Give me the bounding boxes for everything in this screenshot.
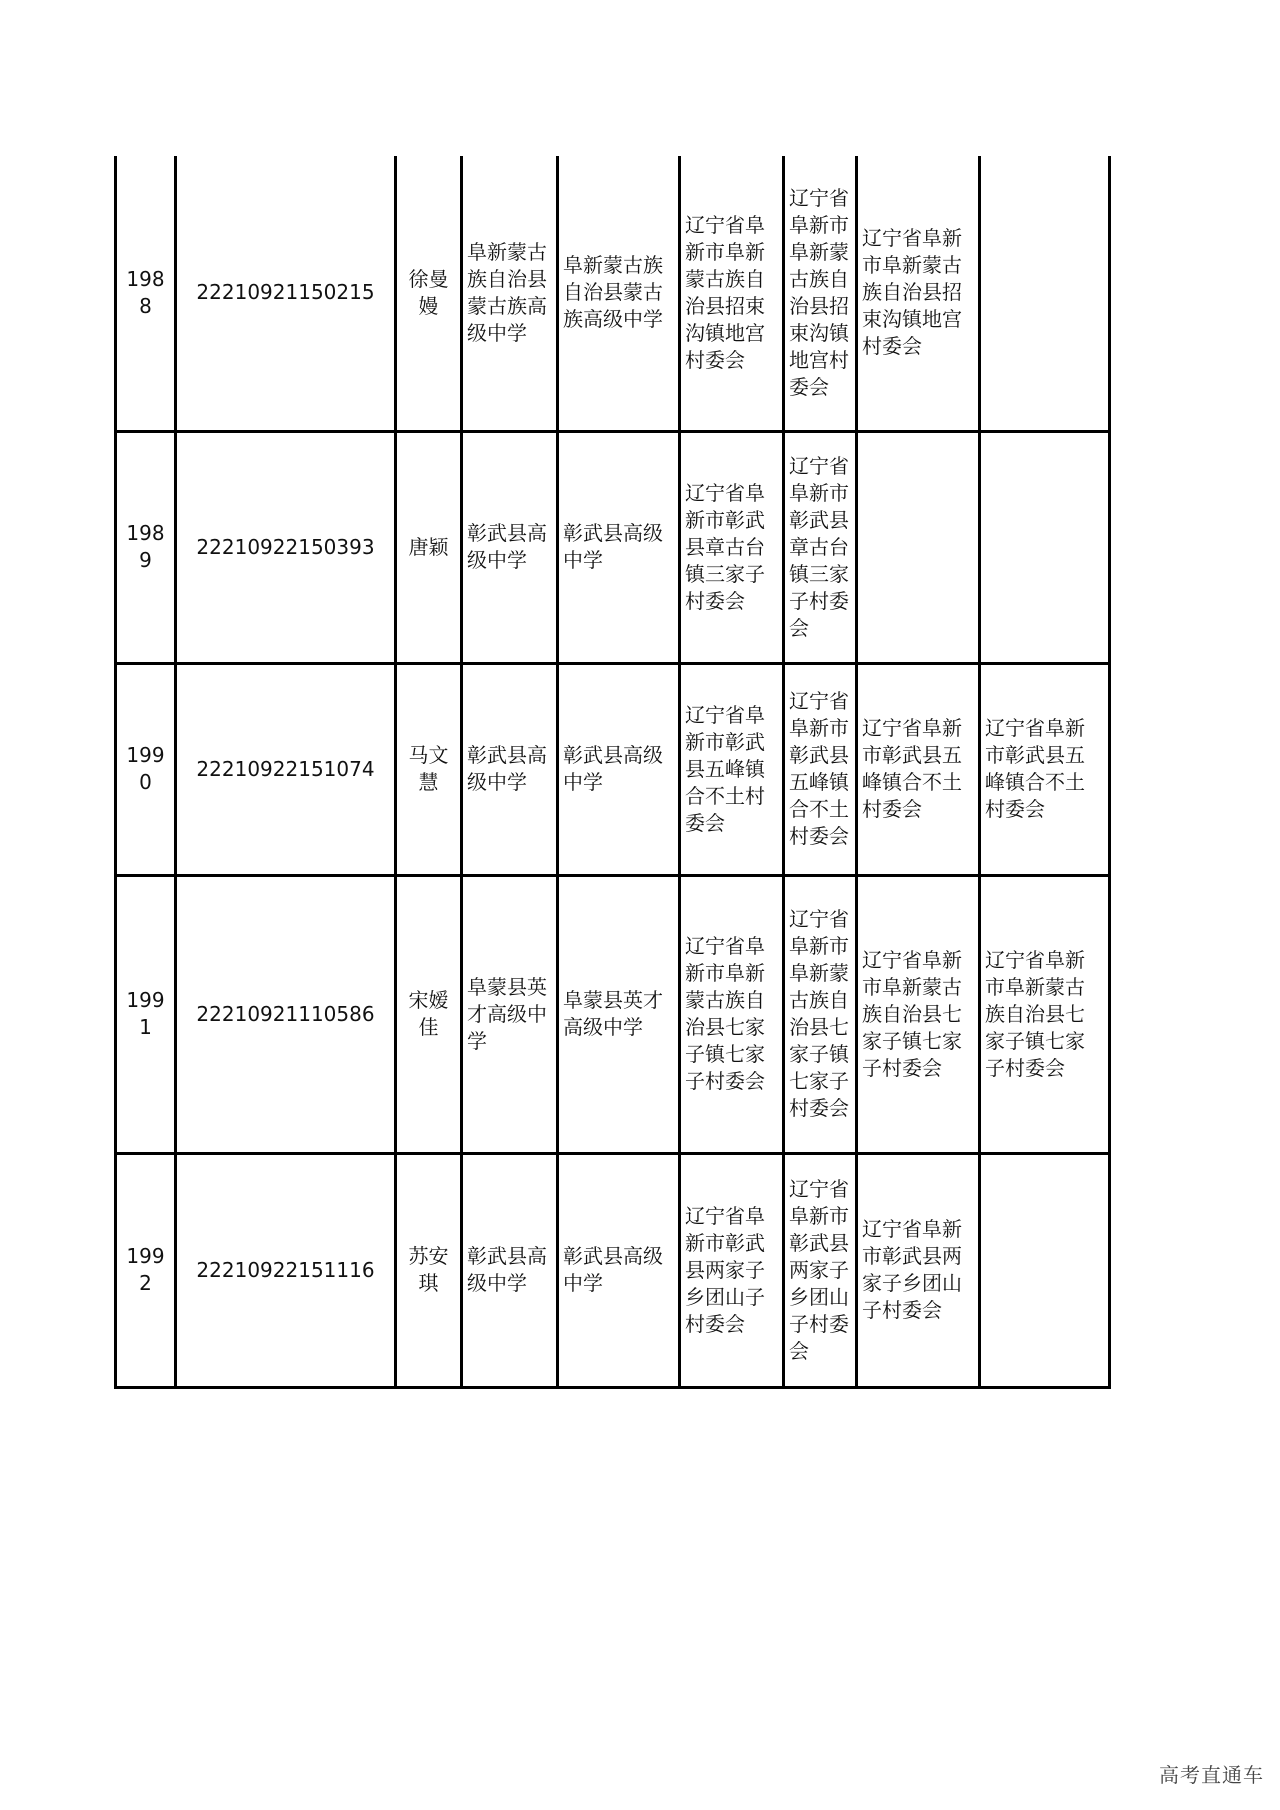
- address-cell-2: 辽宁省阜新市彰武县章古台镇三家子村委会: [784, 431, 857, 663]
- address-cell-3: 辽宁省阜新市阜新蒙古族自治县招束沟镇地宫村委会: [857, 156, 980, 431]
- address-cell-2: 辽宁省阜新市彰武县五峰镇合不土村委会: [784, 663, 857, 875]
- exam-id-cell: 22210921150215: [176, 156, 396, 431]
- name-cell: 徐曼嫚: [396, 156, 462, 431]
- roster-table: [114, 156, 1111, 1389]
- exam-id-cell: 22210922151116: [176, 1153, 396, 1387]
- address-cell-2: 辽宁省阜新市阜新蒙古族自治县招束沟镇地宫村委会: [784, 156, 857, 431]
- seq-cell: 1992: [116, 1153, 176, 1387]
- table-row: [116, 1153, 1110, 1387]
- table-row: [116, 431, 1110, 663]
- school2-cell: 彰武县高级中学: [558, 1153, 680, 1387]
- table-row: [116, 875, 1110, 1153]
- exam-id-cell: 22210922151074: [176, 663, 396, 875]
- address-cell-1: 辽宁省阜新市彰武县章古台镇三家子村委会: [680, 431, 784, 663]
- name-cell: 宋嫒佳: [396, 875, 462, 1153]
- table-row: [116, 663, 1110, 875]
- watermark-text: 高考直通车: [1159, 1763, 1264, 1787]
- address-cell-1: 辽宁省阜新市彰武县五峰镇合不土村委会: [680, 663, 784, 875]
- table-row: [116, 156, 1110, 431]
- seq-cell: 1990: [116, 663, 176, 875]
- address-cell-4: [980, 431, 1110, 663]
- address-cell-3: 辽宁省阜新市彰武县两家子乡团山子村委会: [857, 1153, 980, 1387]
- name-cell: 马文慧: [396, 663, 462, 875]
- address-cell-4: 辽宁省阜新市阜新蒙古族自治县七家子镇七家子村委会: [980, 875, 1110, 1153]
- address-cell-3: 辽宁省阜新市阜新蒙古族自治县七家子镇七家子村委会: [857, 875, 980, 1153]
- address-cell-3: [857, 431, 980, 663]
- name-cell: 唐颖: [396, 431, 462, 663]
- school-cell: 彰武县高级中学: [462, 1153, 558, 1387]
- address-cell-2: 辽宁省阜新市阜新蒙古族自治县七家子镇七家子村委会: [784, 875, 857, 1153]
- address-cell-4: [980, 1153, 1110, 1387]
- school-cell: 彰武县高级中学: [462, 431, 558, 663]
- address-cell-1: 辽宁省阜新市阜新蒙古族自治县七家子镇七家子村委会: [680, 875, 784, 1153]
- school-cell: 彰武县高级中学: [462, 663, 558, 875]
- seq-cell: 1991: [116, 875, 176, 1153]
- school-cell: 阜新蒙古族自治县蒙古族高级中学: [462, 156, 558, 431]
- address-cell-3: 辽宁省阜新市彰武县五峰镇合不土村委会: [857, 663, 980, 875]
- address-cell-2: 辽宁省阜新市彰武县两家子乡团山子村委会: [784, 1153, 857, 1387]
- address-cell-1: 辽宁省阜新市彰武县两家子乡团山子村委会: [680, 1153, 784, 1387]
- school-cell: 阜蒙县英才高级中学: [462, 875, 558, 1153]
- address-cell-4: 辽宁省阜新市彰武县五峰镇合不土村委会: [980, 663, 1110, 875]
- exam-id-cell: 22210922150393: [176, 431, 396, 663]
- exam-id-cell: 22210921110586: [176, 875, 396, 1153]
- address-cell-4: [980, 156, 1110, 431]
- school2-cell: 阜新蒙古族自治县蒙古族高级中学: [558, 156, 680, 431]
- school2-cell: 彰武县高级中学: [558, 431, 680, 663]
- seq-cell: 1989: [116, 431, 176, 663]
- school2-cell: 阜蒙县英才高级中学: [558, 875, 680, 1153]
- school2-cell: 彰武县高级中学: [558, 663, 680, 875]
- seq-cell: 1988: [116, 156, 176, 431]
- name-cell: 苏安琪: [396, 1153, 462, 1387]
- address-cell-1: 辽宁省阜新市阜新蒙古族自治县招束沟镇地宫村委会: [680, 156, 784, 431]
